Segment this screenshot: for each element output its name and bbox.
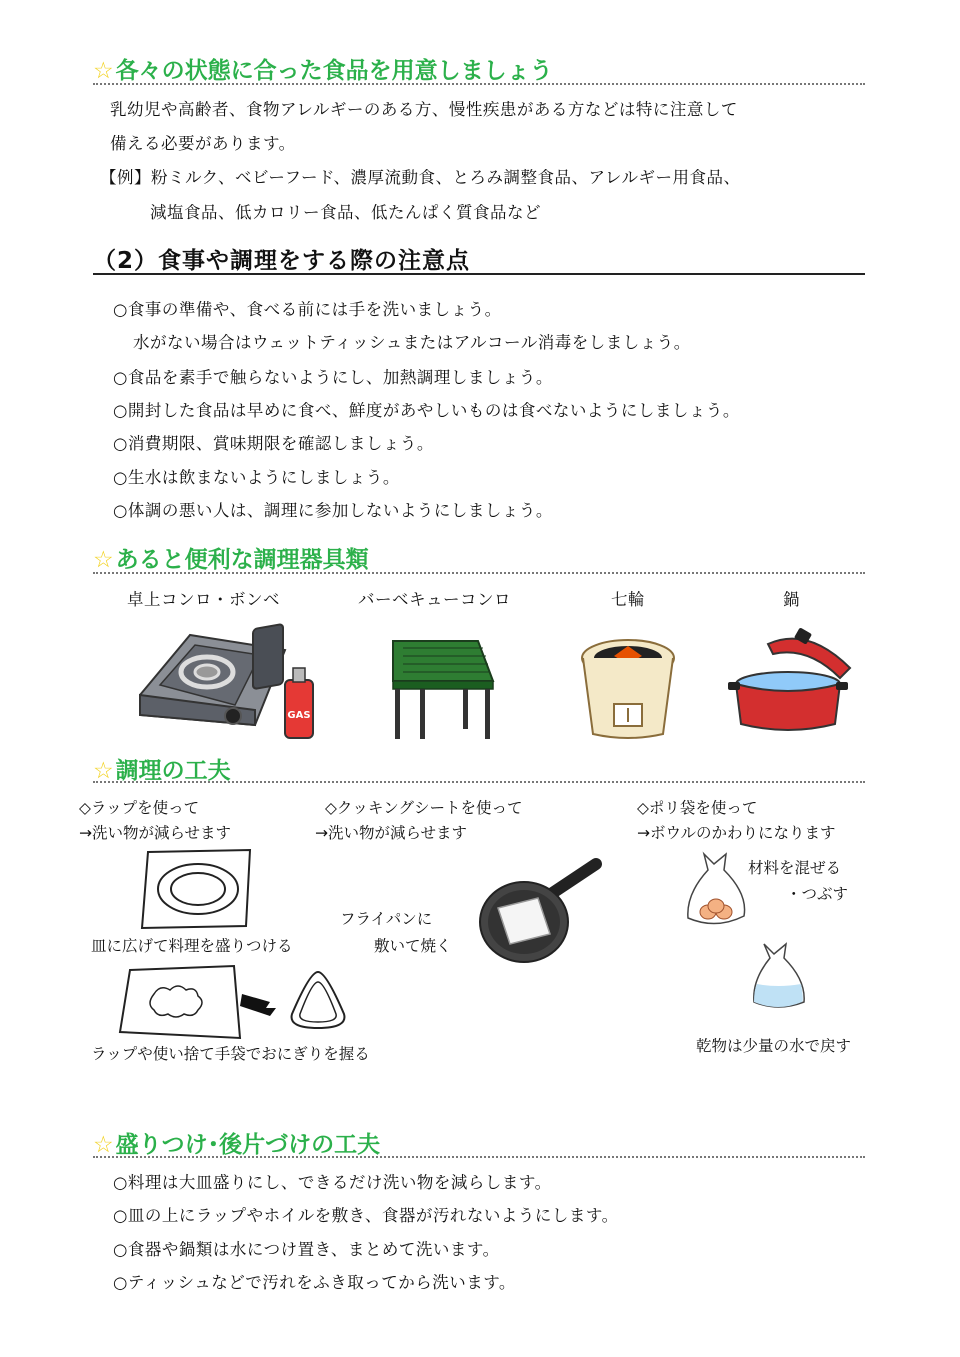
bag-title: ◇ポリ袋を使って	[637, 799, 758, 817]
sheet-subtitle: →洗い物が減らせます	[315, 824, 468, 842]
pan-caption-2: 敷いて焼く	[374, 937, 452, 955]
section-tools-heading	[93, 541, 369, 574]
wrap-subtitle: →洗い物が減らせます	[79, 824, 232, 842]
pan-caption-1: フライパンに	[340, 910, 433, 928]
pot-icon	[728, 626, 853, 734]
serving-item: ○皿の上にラップやホイルを敷き、食器が汚れないようにします。	[113, 1206, 619, 1225]
prepare-example-2: 減塩食品、低カロリー食品、低たんぱく質食品など	[150, 203, 541, 222]
bag-subtitle: →ボウルのかわりになります	[637, 824, 836, 842]
tool-label-shichirin: 七輪	[611, 590, 645, 609]
cooking-item: ○食事の準備や、食べる前には手を洗いましょう。	[113, 300, 502, 319]
heading-divider	[93, 1156, 865, 1158]
plate-caption: 皿に広げて料理を盛りつける	[91, 937, 293, 955]
heading-divider	[93, 572, 865, 574]
serving-item: ○食器や鍋類は水につけ置き、まとめて洗います。	[113, 1240, 500, 1259]
tool-label-pot: 鍋	[783, 590, 800, 609]
cooking-item: ○消費期限、賞味期限を確認しましょう。	[113, 434, 434, 453]
section-serving-title: 盛りつけ･後片づけの工夫	[115, 1132, 381, 1158]
tool-label-bbq: バーベキューコンロ	[358, 590, 511, 609]
onigiri-wrap-icon	[118, 964, 356, 1042]
star-icon: ☆	[93, 1132, 114, 1158]
frying-pan-icon	[478, 856, 604, 968]
star-icon: ☆	[93, 547, 114, 573]
star-icon: ☆	[93, 758, 114, 784]
poly-bag-eggs-icon	[684, 850, 750, 930]
shichirin-icon	[578, 636, 678, 742]
heading-divider	[93, 83, 865, 85]
prepare-example-1: 【例】粉ミルク、ベビーフード、濃厚流動食、とろみ調整食品、アレルギー用食品、	[100, 168, 741, 187]
section-serving-heading	[93, 1126, 380, 1159]
dried-caption: 乾物は少量の水で戻す	[696, 1037, 852, 1055]
gas-label: GAS	[287, 710, 311, 721]
mix-caption-2: ・つぶす	[786, 885, 849, 903]
arrow-right-icon	[240, 994, 276, 1016]
section-tips-title: 調理の工夫	[115, 758, 231, 784]
bbq-grill-icon	[388, 636, 498, 742]
heading-divider	[93, 781, 865, 783]
sheet-title: ◇クッキングシートを使って	[325, 799, 523, 817]
prepare-line-2: 備える必要があります。	[110, 134, 296, 153]
star-icon: ☆	[93, 58, 114, 84]
plate-wrap-icon	[138, 848, 256, 930]
portable-stove-icon	[135, 630, 325, 740]
section-prepare-title: 各々の状態に合った食品を用意しましょう	[115, 58, 553, 84]
section-tools-title: あると便利な調理器具類	[115, 547, 369, 573]
serving-item: ○料理は大皿盛りにし、できるだけ洗い物を減らします。	[113, 1173, 552, 1192]
cooking-item: ○開封した食品は早めに食べ、鮮度があやしいものは食べないようにしましょう。	[113, 401, 740, 420]
poly-bag-water-icon	[750, 940, 808, 1010]
section-divider	[93, 273, 865, 275]
cooking-item: ○食品を素手で触らないようにし、加熱調理しましょう。	[113, 368, 553, 387]
serving-item: ○ティッシュなどで汚れをふき取ってから洗います。	[113, 1273, 516, 1292]
cooking-item: 水がない場合はウェットティッシュまたはアルコール消毒をしましょう。	[133, 333, 691, 352]
onigiri-caption: ラップや使い捨て手袋でおにぎりを握る	[91, 1045, 370, 1063]
gas-can-icon	[285, 668, 313, 738]
mix-caption-1: 材料を混ぜる	[748, 859, 842, 877]
cooking-item: ○体調の悪い人は、調理に参加しないようにしましょう。	[113, 501, 553, 520]
tool-label-stove: 卓上コンロ・ボンベ	[127, 590, 280, 609]
section-prepare-heading	[93, 52, 553, 85]
cooking-item: ○生水は飲まないようにしましょう。	[113, 468, 400, 487]
prepare-line-1: 乳幼児や高齢者、食物アレルギーのある方、慢性疾患がある方などは特に注意して	[110, 100, 738, 119]
section-cooking-title: （2）食事や調理をする際の注意点	[93, 248, 471, 274]
wrap-title: ◇ラップを使って	[79, 799, 200, 817]
